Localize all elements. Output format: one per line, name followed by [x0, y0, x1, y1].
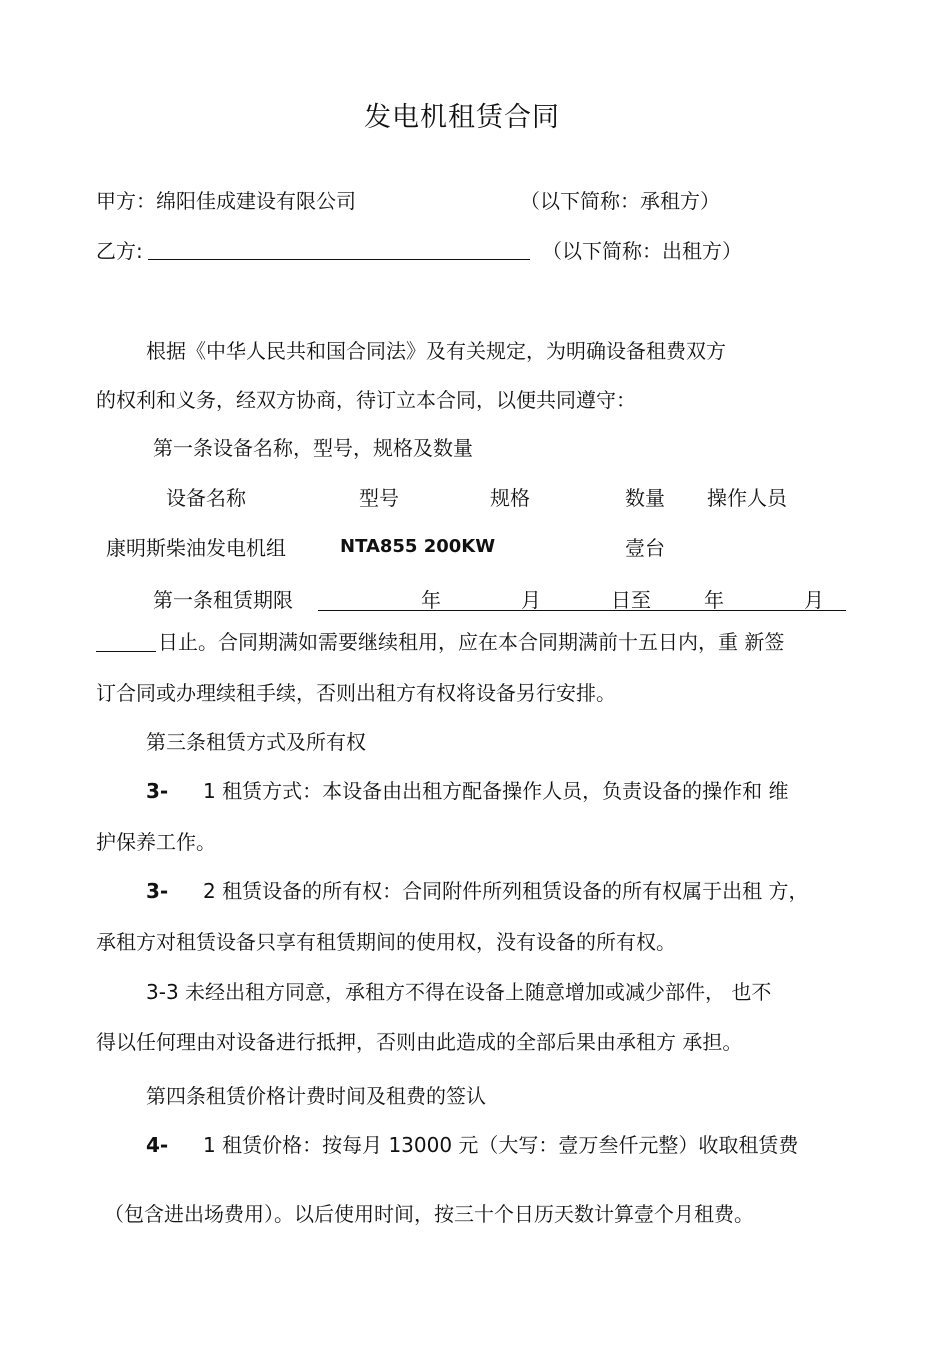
preamble-line-1: 根据《中华人民共和国合同法》及有关规定，为明确设备租费双方	[146, 339, 726, 363]
clause-3-2-line-1: 2 租赁设备的所有权：合同附件所列租赁设备的所有权属于出租 方，	[203, 879, 809, 903]
table-header-operator: 操作人员	[707, 486, 787, 510]
clause-4-1-line-1: 1 租赁价格：按每月 13000 元（大写：壹万叁仟元整）收取租赁费	[203, 1133, 799, 1157]
party-a: 甲方：绵阳佳成建设有限公司	[96, 189, 356, 213]
article-1-heading: 第一条设备名称，型号，规格及数量	[153, 436, 473, 460]
clause-3-2-number: 3-	[146, 879, 169, 903]
table-header-model: 型号	[359, 486, 399, 510]
page-title: 发电机租赁合同	[364, 102, 560, 133]
clause-3-3-line-2: 得以任何理由对设备进行抵押，否则由此造成的全部后果由承租方 承担。	[96, 1030, 743, 1054]
table-cell-quantity: 壹台	[625, 536, 665, 560]
table-header-quantity: 数量	[625, 486, 665, 510]
clause-4-1-number: 4-	[146, 1133, 169, 1157]
lease-term-blank	[318, 610, 846, 611]
date-label-month-1: 月	[521, 588, 541, 612]
preamble-line-2: 的权利和义务，经双方协商，待订立本合同，以便共同遵守：	[96, 388, 636, 412]
date-label-year-2: 年	[704, 588, 724, 612]
clause-3-1-line-1: 1 租赁方式：本设备由出租方配备操作人员，负责设备的操作和 维	[203, 779, 789, 803]
date-label-day-to: 日至	[611, 588, 651, 612]
party-b-alias: （以下简称：出租方）	[542, 239, 742, 263]
article-4-heading: 第四条租赁价格计费时间及租费的签认	[146, 1084, 486, 1108]
article-3-heading: 第三条租赁方式及所有权	[146, 730, 366, 754]
article-2-line-2: 日止。合同期满如需要继续租用，应在本合同期满前十五日内，重 新签	[158, 630, 785, 654]
table-cell-name: 康明斯柴油发电机组	[106, 536, 286, 560]
clause-4-1-line-2: （包含进出场费用）。以后使用时间，按三十个日历天数计算壹个月租费。	[104, 1202, 754, 1226]
clause-3-1-line-2: 护保养工作。	[96, 830, 216, 854]
table-header-name: 设备名称	[166, 486, 246, 510]
date-label-month-2: 月	[804, 588, 824, 612]
table-header-spec: 规格	[490, 486, 530, 510]
clause-3-3-line-1: 3-3 未经出租方同意，承租方不得在设备上随意增加或减少部件， 也不	[146, 980, 772, 1004]
party-b-label: 乙方:	[96, 239, 143, 263]
clause-3-1-number: 3-	[146, 779, 169, 803]
article-2-heading: 第一条租赁期限	[153, 588, 293, 612]
party-b-blank	[148, 259, 530, 260]
party-a-alias: （以下简称：承租方）	[520, 189, 720, 213]
end-day-blank	[96, 651, 156, 652]
date-label-year-1: 年	[421, 588, 441, 612]
table-cell-model: NTA855 200KW	[340, 536, 496, 557]
article-2-line-3: 订合同或办理续租手续，否则出租方有权将设备另行安排。	[96, 681, 616, 705]
clause-3-2-line-2: 承租方对租赁设备只享有租赁期间的使用权，没有设备的所有权。	[96, 930, 676, 954]
